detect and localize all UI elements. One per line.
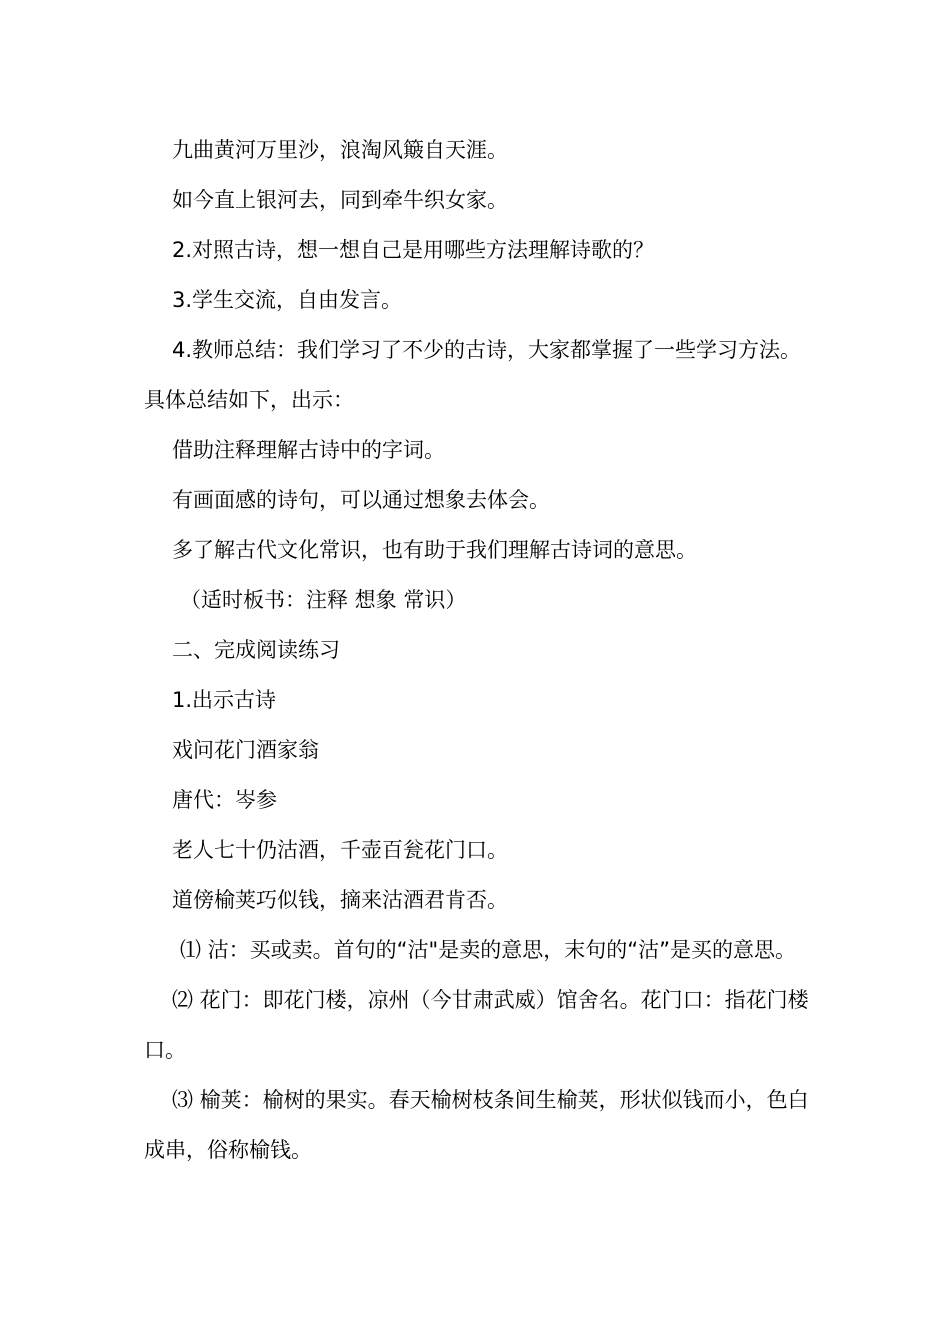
step-paragraph: 1.出示古诗 xyxy=(172,688,277,712)
poem-line: 老人七十仍沽酒，千壶百瓮花门口。 xyxy=(172,838,508,862)
poem-line: 道傍榆荚巧似钱，摘来沽酒君肯否。 xyxy=(172,888,508,912)
poem-line: 如今直上银河去，同到牵牛织女家。 xyxy=(172,188,508,212)
poem-author: 唐代：岑参 xyxy=(172,788,277,812)
step-paragraph: 4.教师总结：我们学习了不少的古诗，大家都掌握了一些学习方法。具体总结如下，出示： xyxy=(144,338,802,412)
annotation: ⑵ 花门：即花门楼，凉州（今甘肃武威）馆舍名。花门口：指花门楼口。 xyxy=(144,988,809,1062)
document-body xyxy=(144,125,814,1175)
section-heading: 二、完成阅读练习 xyxy=(172,638,340,662)
poem-title: 戏问花门酒家翁 xyxy=(172,738,319,762)
step-paragraph: 2.对照古诗，想一想自己是用哪些方法理解诗歌的？ xyxy=(172,238,655,262)
annotation: ⑶ 榆荚：榆树的果实。春天榆树枝条间生榆荚，形状似钱而小，色白成串，俗称榆钱。 xyxy=(144,1088,809,1162)
board-note: （适时板书：注释 想象 常识） xyxy=(180,588,467,612)
annotation: ⑴ 沽：买或卖。首句的“沽"是卖的意思，末句的“沽”是买的意思。 xyxy=(180,938,796,962)
method-item: 借助注释理解古诗中的字词。 xyxy=(172,438,445,462)
method-item: 有画面感的诗句，可以通过想象去体会。 xyxy=(172,488,550,512)
poem-line: 九曲黄河万里沙，浪淘风簸自天涯。 xyxy=(172,138,508,162)
step-paragraph: 3.学生交流，自由发言。 xyxy=(172,288,403,312)
method-item: 多了解古代文化常识，也有助于我们理解古诗词的意思。 xyxy=(172,538,697,562)
